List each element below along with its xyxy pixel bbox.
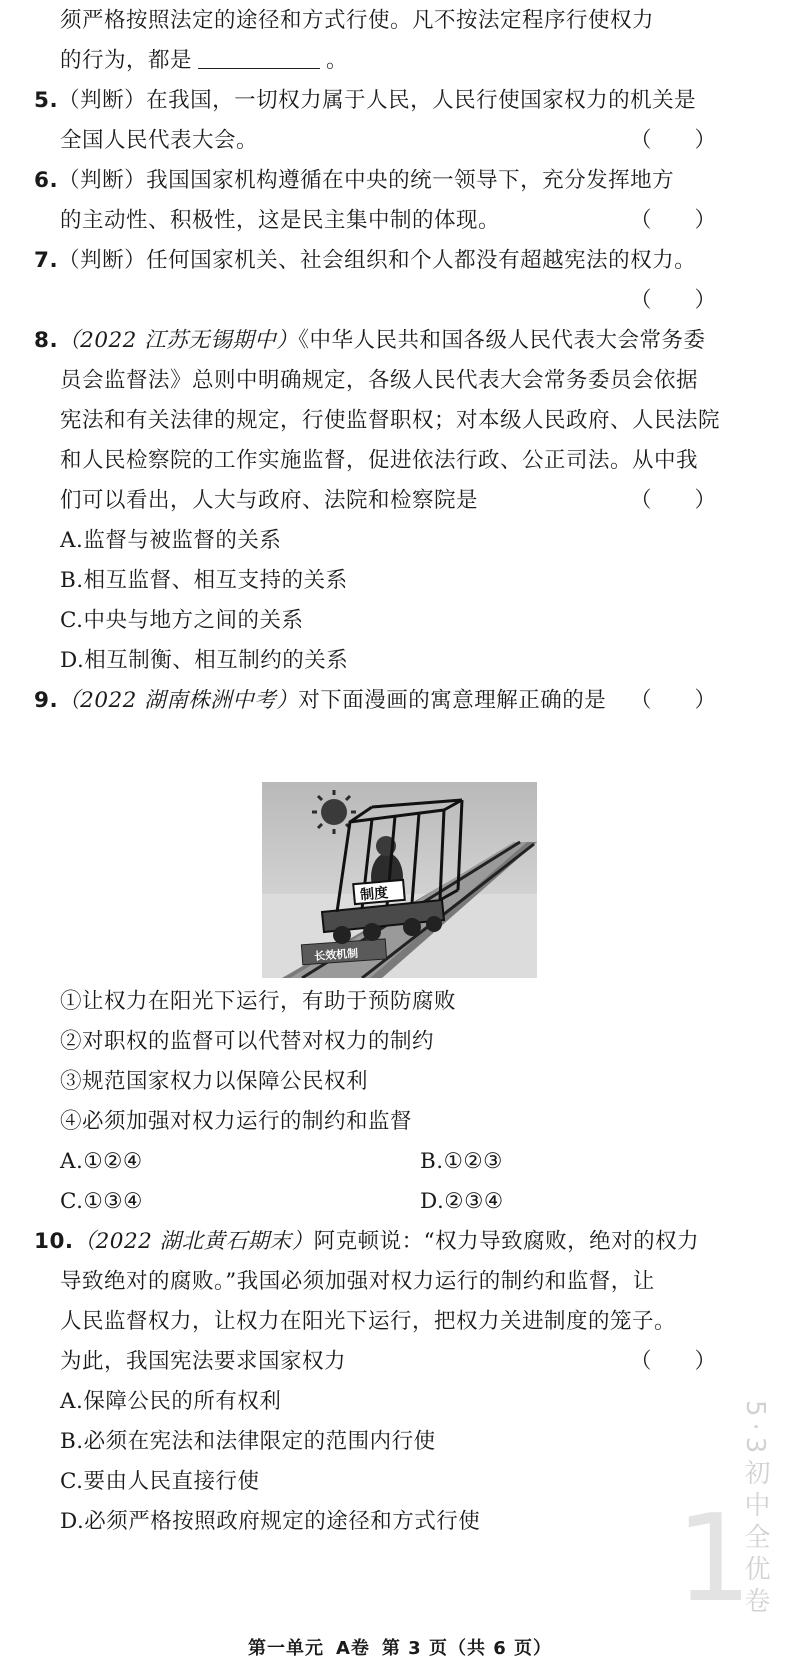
- answer-bracket[interactable]: （ ）: [630, 128, 717, 153]
- option-c[interactable]: C.①③④: [60, 1189, 143, 1214]
- statement-4: ④必须加强对权力运行的制约和监督: [60, 1109, 413, 1134]
- option-c[interactable]: C.中央与地方之间的关系: [60, 608, 304, 633]
- answer-bracket[interactable]: （ ）: [630, 488, 717, 513]
- statement-3: ③规范国家权力以保障公民权利: [60, 1069, 369, 1094]
- text-line: [60, 46, 348, 76]
- option-b[interactable]: B.①②③: [420, 1149, 503, 1174]
- text-line: 须严格按照法定的途径和方式行使。凡不按法定程序行使权力: [60, 8, 655, 33]
- option-d[interactable]: D.必须严格按照政府规定的途径和方式行使: [60, 1509, 481, 1534]
- question-8-line: 员会监督法》总则中明确规定，各级人民代表大会常务委员会依据: [60, 368, 699, 393]
- question-6: [34, 166, 674, 196]
- option-c[interactable]: C.要由人民直接行使: [60, 1469, 260, 1494]
- question-8-line: 和人民检察院的工作实施监督，促进依法行政、公正司法。从中我: [60, 448, 699, 473]
- answer-bracket[interactable]: （ ）: [630, 1349, 717, 1374]
- question-5: [34, 86, 696, 116]
- question-9: [34, 686, 606, 716]
- rail-label: 长效机制: [313, 946, 359, 963]
- question-number: 8.: [34, 328, 59, 353]
- question-text: （判断）我国国家机构遵循在中央的统一领导下，充分发挥地方: [58, 168, 675, 193]
- cage-label: 制度: [359, 885, 389, 904]
- option-b[interactable]: B.必须在宪法和法律限定的范围内行使: [60, 1429, 436, 1454]
- question-10-line: 为此，我国宪法要求国家权力: [60, 1349, 347, 1374]
- option-d[interactable]: D.②③④: [420, 1189, 504, 1214]
- text-fragment: 的行为，都是: [60, 48, 193, 73]
- question-8-line: 们可以看出，人大与政府、法院和检察院是: [60, 488, 479, 513]
- question-number: 6.: [34, 168, 59, 193]
- question-text: （判断）任何国家机关、社会组织和个人都没有超越宪法的权力。: [58, 248, 697, 273]
- question-7: [34, 246, 696, 276]
- answer-bracket[interactable]: （ ）: [630, 688, 717, 713]
- question-8-line: 宪法和有关法律的规定，行使监督职权；对本级人民政府、人民法院: [60, 408, 721, 433]
- fill-in-blank[interactable]: [198, 48, 320, 69]
- question-10-line: 人民监督权力，让权力在阳光下运行，把权力关进制度的笼子。: [60, 1309, 677, 1334]
- answer-bracket[interactable]: （ ）: [630, 288, 717, 313]
- footer-paper: A卷: [335, 1638, 370, 1659]
- question-10: [34, 1227, 699, 1257]
- option-d[interactable]: D.相互制衡、相互制约的关系: [60, 648, 349, 673]
- question-text: 《中华人民共和国各级人民代表大会常务委: [298, 328, 706, 353]
- footer-unit: 第一单元: [247, 1638, 324, 1659]
- statement-2: ②对职权的监督可以代替对权力的制约: [60, 1029, 435, 1054]
- cartoon-image: [262, 782, 537, 978]
- question-source: （2022 江苏无锡期中）: [58, 328, 299, 353]
- footer-page: 第 3 页（共 6 页）: [381, 1638, 553, 1659]
- answer-bracket[interactable]: （ ）: [630, 208, 717, 233]
- question-source: （2022 湖南株洲中考）: [58, 688, 299, 713]
- side-watermark: 5·3初中全优卷: [740, 1400, 770, 1620]
- question-10-line: 导致绝对的腐败。”我国必须加强对权力运行的制约和监督，让: [60, 1269, 655, 1294]
- statement-1: ①让权力在阳光下运行，有助于预防腐败: [60, 989, 457, 1014]
- option-a[interactable]: A.保障公民的所有权利: [60, 1389, 282, 1414]
- question-number: 7.: [34, 248, 59, 273]
- question-6-cont: 的主动性、积极性，这是民主集中制的体现。: [60, 208, 501, 233]
- question-number: 5.: [34, 88, 59, 113]
- question-5-cont: 全国人民代表大会。: [60, 128, 259, 153]
- option-a[interactable]: A.①②④: [60, 1149, 143, 1174]
- question-source: （2022 湖北黄石期末）: [73, 1229, 314, 1254]
- text-fragment: 。: [326, 48, 349, 73]
- question-text: 阿克顿说：“权力导致腐败，绝对的权力: [313, 1229, 700, 1254]
- option-b[interactable]: B.相互监督、相互支持的关系: [60, 568, 348, 593]
- section-number: 1: [675, 1490, 752, 1629]
- question-number: 9.: [34, 688, 59, 713]
- question-number: 10.: [34, 1229, 74, 1254]
- question-8: [34, 326, 705, 356]
- option-a[interactable]: A.监督与被监督的关系: [60, 528, 282, 553]
- question-text: 对下面漫画的寓意理解正确的是: [298, 688, 607, 713]
- question-text: （判断）在我国，一切权力属于人民，人民行使国家权力的机关是: [58, 88, 697, 113]
- page-footer: [0, 1634, 800, 1660]
